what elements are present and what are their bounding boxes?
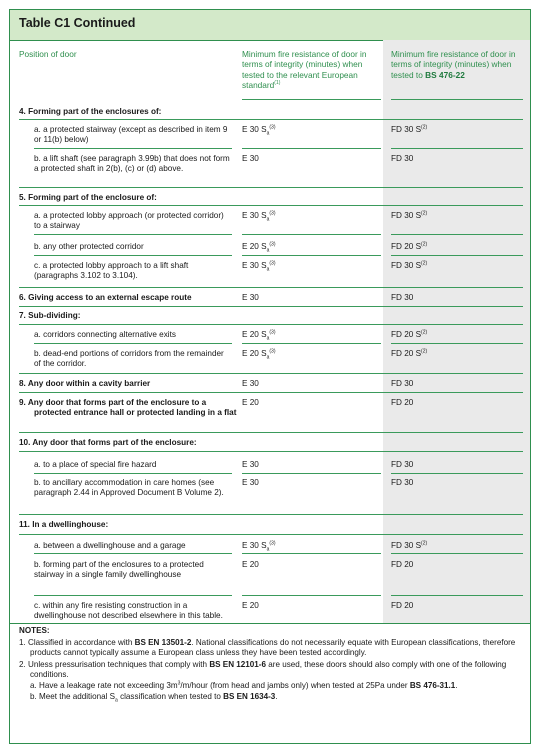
row-5b-bs: FD 20 $S^{(2)}$ [391, 241, 428, 251]
header-european: Minimum fire resistance of door in terms of integrity (minutes) when tested to the relevant European standard$^{(1)}$ [242, 49, 367, 91]
row-11c-eu: E 20 [242, 601, 259, 610]
section-9: 9. Any door that forms part of the enclosure to a protected entrance hall or protected landing in a flat [19, 398, 237, 418]
row-9-bs: FD 20 [391, 398, 414, 407]
row-7b-bs: FD 20 $S^{(2)}$ [391, 348, 428, 358]
row-10a-eu: E 30 [242, 460, 259, 469]
row-11b-label: b. forming part of the enclosures to a protected stairway in a single family dwellinghouse [34, 560, 204, 580]
table-c1 [9, 9, 531, 744]
row-5c-label: c. a protected lobby approach to a lift shaft (paragraphs 3.102 to 3.104). [34, 261, 189, 281]
header-position: Position of door [19, 49, 77, 59]
row-11c-bs: FD 20 [391, 601, 414, 610]
row-5b-label: b. any other protected corridor [34, 242, 144, 251]
row-7b-eu: E 20 $S_a^{(3)}$ [242, 348, 276, 361]
row-4b-bs: FD 30 [391, 154, 414, 163]
row-4b-eu: E 30 [242, 154, 259, 163]
row-4b-label: b. a lift shaft (see paragraph 3.99b) that does not form a protected shaft in 2(b), (c) or (d) above. [34, 154, 230, 174]
row-11a-eu: E 30 $S_a^{(3)}$ [242, 540, 276, 553]
row-11a-label: a. between a dwellinghouse and a garage [34, 541, 186, 550]
note-2a: a. Have a leakage rate not exceeding $3m^3/m$/hour (from head and jambs only) when tested at 25Pa under BS 476-31.1. [30, 680, 458, 691]
section-11: 11. In a dwellinghouse: [19, 520, 109, 529]
header-bs: Minimum fire resistance of door in terms of integrity (minutes) when tested to BS 476-22 [391, 49, 516, 80]
row-10b-eu: E 30 [242, 478, 259, 487]
row-7a-label: a. corridors connecting alternative exits [34, 330, 176, 339]
row-5b-eu: E 20 $S_a^{(3)}$ [242, 241, 276, 254]
row-7a-eu: E 20 $S_a^{(3)}$ [242, 329, 276, 342]
row-5a-bs: FD 30 $S^{(2)}$ [391, 210, 428, 220]
section-6: 6. Giving access to an external escape route [19, 293, 192, 302]
row-11b-eu: E 20 [242, 560, 259, 569]
section-8: 8. Any door within a cavity barrier [19, 379, 151, 388]
row-11c-label: c. within any fire resisting construction in a dwellinghouse not described elsewhere in this table. [34, 601, 223, 621]
row-7a-bs: FD 20 $S^{(2)}$ [391, 329, 428, 339]
table-title: Table C1 Continued [19, 16, 136, 30]
section-4: 4. Forming part of the enclosures of: [19, 107, 162, 116]
note-2: 2. Unless pressurisation techniques that comply with BS EN 12101-6 are used, these doors should also comply with one of the following conditions. [19, 659, 507, 679]
row-7b-label: b. dead-end portions of corridors from the remainder of the corridor. [34, 349, 224, 369]
row-10a-label: a. to a place of special fire hazard [34, 460, 157, 469]
note-2b: b. Meet the additional $S_a$ classification when tested to BS EN 1634-3. [30, 692, 278, 704]
section-7: 7. Sub-dividing: [19, 311, 81, 320]
row-10a-bs: FD 30 [391, 460, 414, 469]
row-9-eu: E 20 [242, 398, 259, 407]
notes [19, 626, 519, 703]
row-4a-eu: E 30 $S_a^{(3)}$ [242, 124, 276, 137]
row-6-bs: FD 30 [391, 293, 414, 302]
row-5a-eu: E 30 $S_a^{(3)}$ [242, 210, 276, 223]
row-5a-label: a. a protected lobby approach (or protected corridor) to a stairway [34, 211, 224, 231]
row-5c-eu: E 30 $S_a^{(3)}$ [242, 260, 276, 273]
row-5c-bs: FD 30 $S^{(2)}$ [391, 260, 428, 270]
section-10: 10. Any door that forms part of the enclosure: [19, 438, 197, 447]
row-10b-label: b. to ancillary accommodation in care homes (see paragraph 2.44 in Approved Document B Volume 2). [34, 478, 224, 498]
note-1: 1. Classified in accordance with BS EN 13501-2. National classifications do not necessarily equate with European classifications, therefore products cannot typically assume a European class unless they have been tested accordingly. [19, 638, 516, 658]
table-title-bar [10, 10, 530, 41]
row-8-bs: FD 30 [391, 379, 414, 388]
section-5: 5. Forming part of the enclosure of: [19, 193, 157, 202]
row-11b-bs: FD 20 [391, 560, 414, 569]
row-4a-bs: FD 30 $S^{(2)}$ [391, 124, 428, 134]
row-8-eu: E 30 [242, 379, 259, 388]
row-4a-label: a. a protected stairway (except as described in item 9 or 11(b) below) [34, 125, 228, 145]
notes-heading: NOTES: [19, 626, 50, 635]
row-6-eu: E 30 [242, 293, 259, 302]
row-10b-bs: FD 30 [391, 478, 414, 487]
row-11a-bs: FD 30 $S^{(2)}$ [391, 540, 428, 550]
